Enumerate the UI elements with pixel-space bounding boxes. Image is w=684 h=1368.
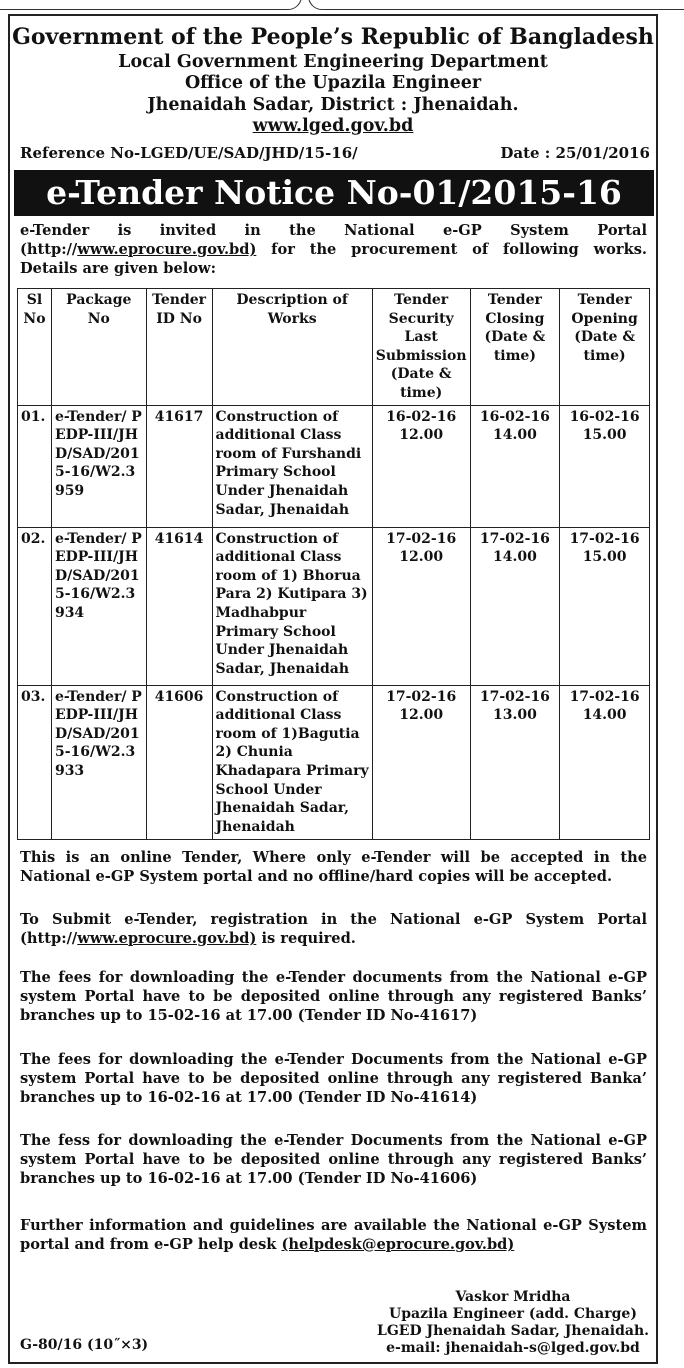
intro-paragraph [20, 221, 647, 278]
signatory-title: Upazila Engineer (add. Charge) [389, 1306, 637, 1322]
reference-line [20, 144, 650, 162]
cell-closing: 16-02-16 14.00 [470, 405, 560, 527]
reference-number: Reference No-LGED/UE/SAD/JHD/15-16/ [20, 144, 358, 162]
fees-paragraph-41614: The fees for downloading the e-Tender Documents from the National e-GP system Portal have to be deposited online through any registered Banka’ branches up to 16-02-16 at 17.00 (Tender ID No-41614) [20, 1051, 647, 1106]
col-header-tender-id: Tender ID No [146, 289, 212, 406]
col-header-package: Package No [51, 289, 146, 406]
fees-paragraph-41617: The fees for downloading the e-Tender documents from the National e-GP system Portal have to be deposited online through any registered Banks’ branches up to 15-02-16 at 17.00 (Tender ID No-41617) [20, 969, 647, 1024]
intro-text: e-Tender is invited in the National e-GP System Portal (http:// [20, 222, 647, 258]
cell-package: e-Tender/ PEDP-III/JHD/SAD/2015-16/W2.3959 [51, 405, 146, 527]
cell-description: Construction of additional Class room of 1)Bagutia 2) Chunia Khadapara Primary School Under Jhenaidah Sadar, Jhenaidah [212, 685, 372, 839]
signatory-office: LGED Jhenaidah Sadar, Jhenaidah. [376, 1323, 649, 1339]
cell-tender-id: 41606 [146, 685, 212, 839]
header-office: Office of the Upazila Engineer [184, 73, 482, 93]
top-border-strip [0, 0, 684, 10]
top-decorative-tab [308, 0, 684, 10]
cell-package: e-Tender/ PEDP-III/JHD/SAD/2015-16/W2.3933 [51, 685, 146, 839]
online-tender-paragraph: This is an online Tender, Where only e-Tender will be accepted in the National e-GP System portal and no offline/hard copies will be accepted. [20, 849, 647, 885]
cell-package: e-Tender/ PEDP-III/JHD/SAD/2015-16/W2.3934 [51, 527, 146, 685]
col-header-security: Tender Security Last Submission (Date & time) [372, 289, 470, 406]
notice-title-banner: e-Tender Notice No-01/2015-16 [14, 170, 654, 216]
cell-description: Construction of additional Class room of Furshandi Primary School Under Jhenaidah Sadar, Jhenaidah [212, 405, 372, 527]
col-header-opening: Tender Opening (Date & time) [560, 289, 650, 406]
cell-sl: 03. [18, 685, 52, 839]
cell-sl: 01. [18, 405, 52, 527]
signatory-name: Vaskor Mridha [455, 1289, 571, 1305]
header-website: www.lged.gov.bd [252, 116, 414, 136]
cell-closing: 17-02-16 14.00 [470, 527, 560, 685]
eprocure-link: www.eprocure.gov.bd) [77, 930, 257, 947]
publication-code: G-80/16 (10˝×3) [20, 1337, 149, 1353]
table-row [18, 527, 650, 685]
submit-text: To Submit e-Tender, registration in the National e-GP System Portal (http:// [20, 911, 647, 947]
table-header-row [18, 289, 650, 406]
submit-text-end: is required. [256, 930, 356, 947]
further-info-paragraph [20, 1216, 647, 1254]
table-row [18, 685, 650, 839]
fees-paragraph-41606: The fess for downloading the e-Tender Documents from the National e-GP system Portal have to be deposited online through any registered Banks’ branches up to 16-02-16 at 17.00 (Tender ID No-41606) [20, 1132, 647, 1187]
cell-opening: 16-02-16 15.00 [560, 405, 650, 527]
cell-description: Construction of additional Class room of 1) Bhorua Para 2) Kutipara 3) Madhabpur Primary School Under Jhenaidah Sadar, Jhenaidah [212, 527, 372, 685]
signatory-email: e-mail: jhenaidah-s@lged.gov.bd [386, 1340, 640, 1356]
cell-security: 16-02-16 12.00 [372, 405, 470, 527]
further-text: Further information and guidelines are available the National e-GP System portal and from e-GP help desk [20, 1217, 647, 1253]
col-header-description: Description of Works [212, 289, 372, 406]
tender-table [17, 288, 650, 840]
signature-block [377, 1289, 649, 1357]
eprocure-link: www.eprocure.gov.bd) [77, 241, 257, 258]
helpdesk-email-link: (helpdesk@eprocure.gov.bd) [281, 1236, 515, 1253]
top-decorative-tab [0, 0, 302, 10]
cell-opening: 17-02-16 15.00 [560, 527, 650, 685]
notice-date: Date : 25/01/2016 [500, 144, 650, 162]
cell-sl: 02. [18, 527, 52, 685]
cell-security: 17-02-16 12.00 [372, 527, 470, 685]
cell-closing: 17-02-16 13.00 [470, 685, 560, 839]
header-location: Jhenaidah Sadar, District : Jhenaidah. [147, 95, 519, 115]
cell-tender-id: 41614 [146, 527, 212, 685]
header-department: Local Government Engineering Department [118, 52, 548, 72]
header-government: Government of the People’s Republic of Bangladesh [12, 24, 654, 50]
cell-opening: 17-02-16 14.00 [560, 685, 650, 839]
col-header-closing: Tender Closing (Date & time) [470, 289, 560, 406]
intro-text-end: for the procurement of following works. Details are given below: [20, 241, 647, 277]
cell-tender-id: 41617 [146, 405, 212, 527]
cell-security: 17-02-16 12.00 [372, 685, 470, 839]
col-header-sl: Sl No [18, 289, 52, 406]
table-row [18, 405, 650, 527]
submit-paragraph [20, 910, 647, 948]
